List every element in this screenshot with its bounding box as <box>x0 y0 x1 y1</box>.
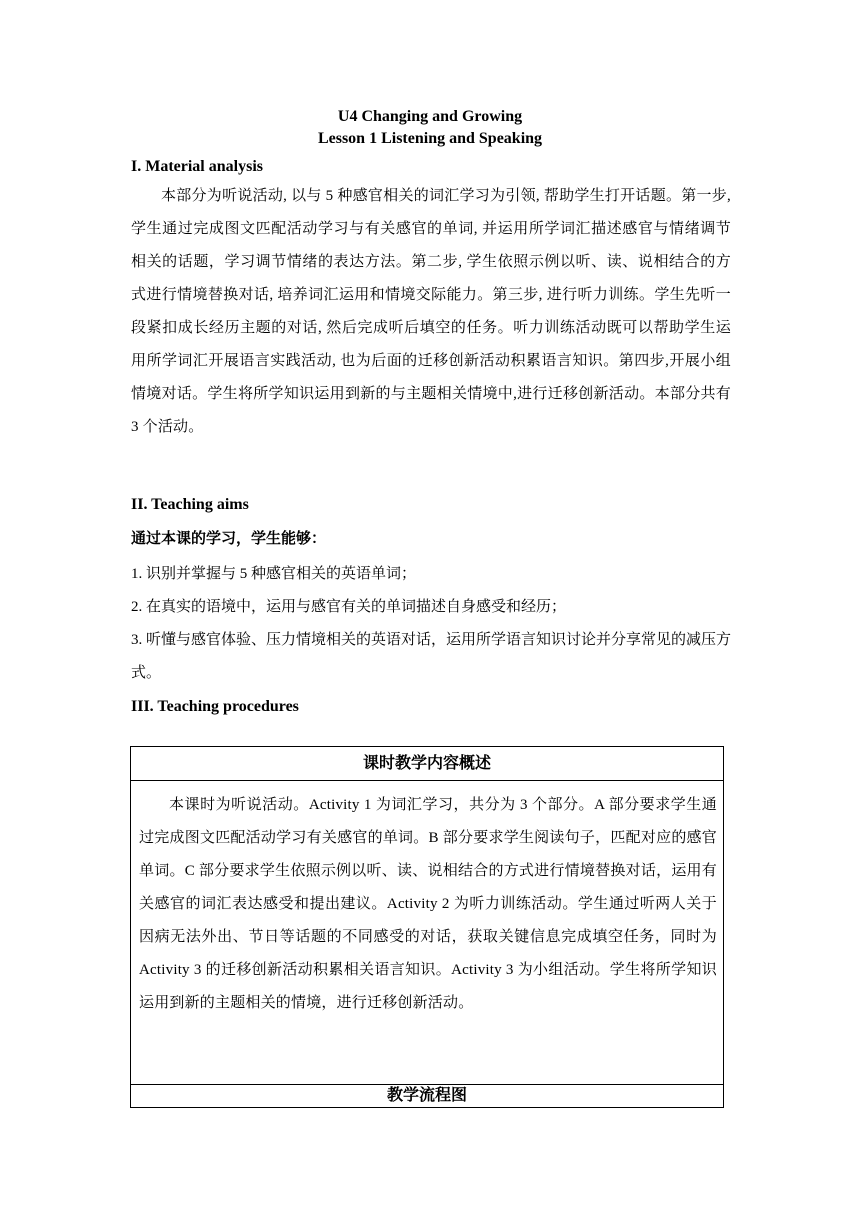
table-footer-cell: 教学流程图 <box>386 1087 467 1104</box>
teaching-aims-list <box>131 558 731 690</box>
teaching-aims-heading: II. Teaching aims <box>131 496 249 513</box>
teaching-aims-intro: 通过本课的学习，学生能够： <box>131 531 327 547</box>
lesson-overview-paragraph: 本课时为听说活动。Activity 1 为词汇学习，共分为 3 个部分。A 部分要求学生通过完成图文匹配活动学习有关感官的单词。B 部分要求学生阅读句子，匹配对应的感官单词。C 部分要求学生依照示例以听、读、说相结合的方式进行情境替换对话，运用有关感官的词汇表达感受和提出建议。Activity 2 为听力训练活动。学生通过听两人关于因病无法外出、节日等话题的不同感受的对话，获取关键信息完成填空任务，同时为 Activity 3 的迁移创新活动积累相关语言知识。Activity 3 为小组活动。学生将所学知识运用到新的主题相关的情境，进行迁移创新活动。 <box>139 797 717 1011</box>
lesson-overview-table <box>130 746 724 1108</box>
aim-item: 3. 听懂与感官体验、压力情境相关的英语对话，运用所学语言知识讨论并分享常见的减压方式。 <box>131 632 732 681</box>
aim-item: 1. 识别并掌握与 5 种感官相关的英语单词； <box>131 566 417 582</box>
table-content-cell <box>131 781 723 1085</box>
material-analysis-paragraph: 本部分为听说活动, 以与 5 种感官相关的词汇学习为引领, 帮助学生打开话题。第一步, 学生通过完成图文匹配活动学习与有关感官的单词, 并运用所学词汇描述感官与情绪调节相关的话题，学习调节情绪的表达方法。第二步, 学生依照示例以听、读、说相结合的方式进行情境替换对话, 培养词汇运用和情境交际能力。第三步, 进行听力训练。学生先听一段紧扣成长经历主题的对话, 然后完成听后填空的任务。听力训练活动既可以帮助学生运用所学词汇开展语言实践活动, 也为后面的迁移创新活动积累语言知识。第四步,开展小组情境对话。学生将所学知识运用到新的与主题相关情境中,进行迁移创新活动。本部分共有 3 个活动。 <box>131 188 731 435</box>
teaching-procedures-heading: III. Teaching procedures <box>131 698 299 715</box>
table-header-cell: 课时教学内容概述 <box>131 747 723 781</box>
lesson-unit-title: U4 Changing and Growing <box>337 108 523 125</box>
lesson-title: Lesson 1 Listening and Speaking <box>317 130 543 147</box>
aim-item: 2. 在真实的语境中，运用与感官有关的单词描述自身感受和经历； <box>131 599 567 615</box>
material-analysis-heading: I. Material analysis <box>131 158 263 175</box>
